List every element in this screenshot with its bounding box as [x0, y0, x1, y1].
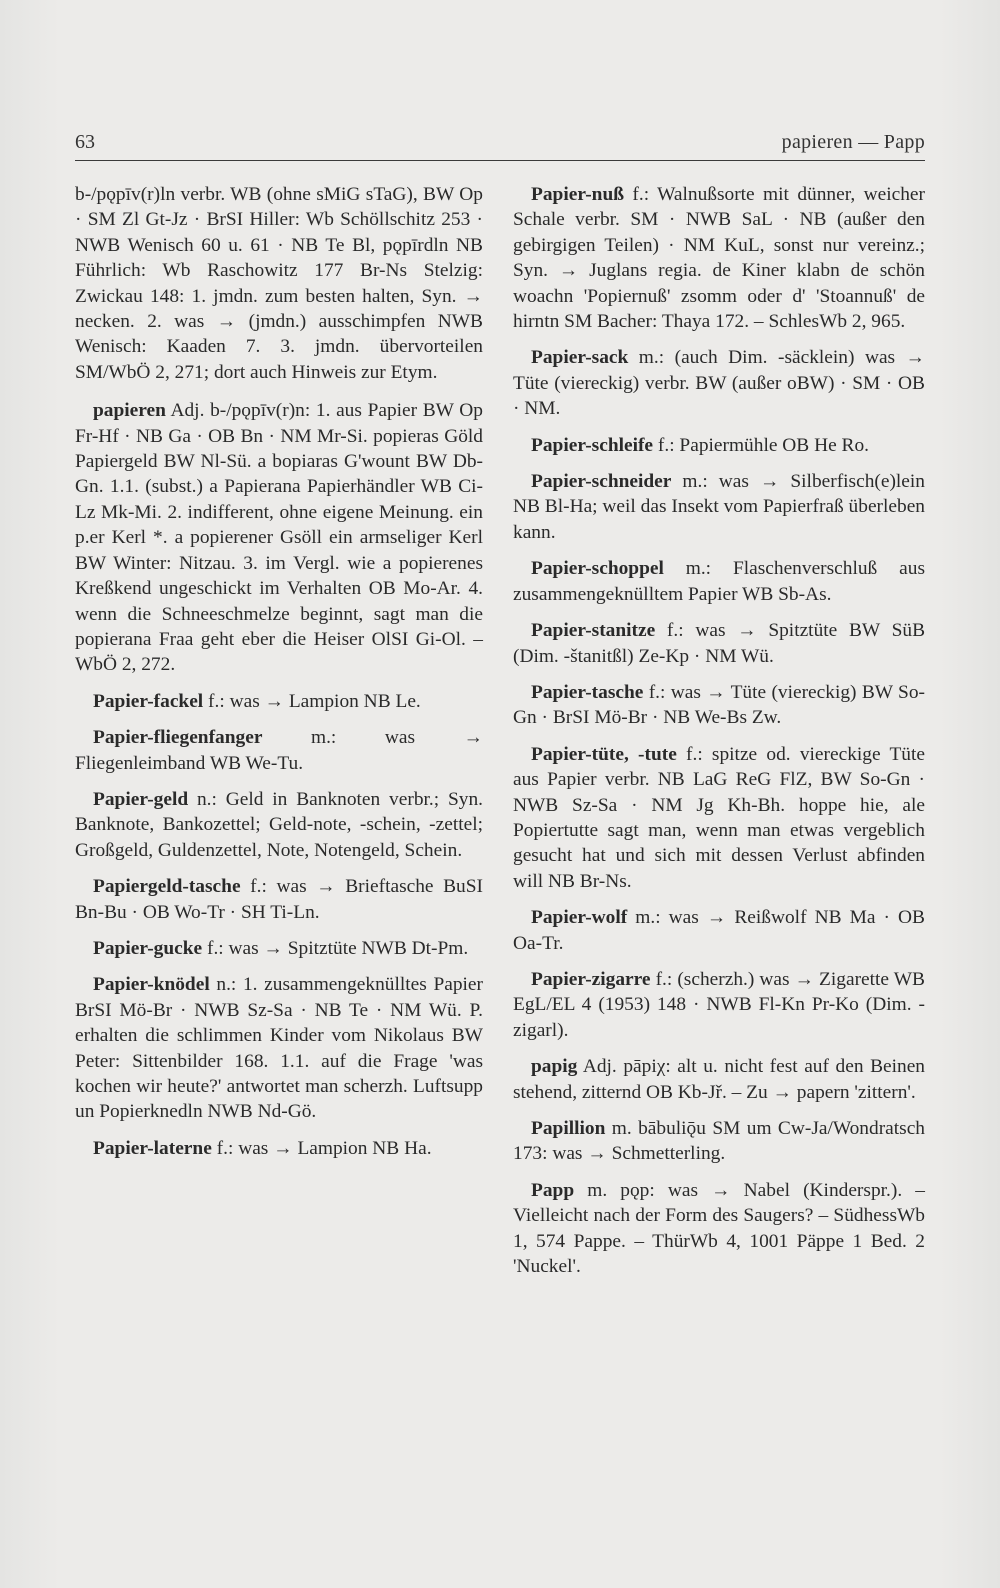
entry-headword: Papier-fliegenfanger — [93, 727, 263, 749]
entry-headword: Papier-schleife — [531, 434, 654, 456]
entry-text: Adj. b-/pǫpīv(r)n: 1. aus Papier BW Op Fr-Hf · NB Ga · OB Bn · NM Mr-Si. popieras Göld Papiergeld BW Nl-Sü. a bopiaras G'wount BW Db-Gn. 1.1. (subst.) a Papierana Papierhändler WB Ci-Lz Mk-Mi. 2. indifferent, ohne eigene Meinung. ein p.er Kerl *. a popierener Gsöll ein armseliger Kerl BW Winter: Nitzau. 3. im Vergl. wie a popierenes Kreßkend ungeschickt im Verhalten OB Mo-Ar. 4. wenn die Schneeschmelze beginnt, sagt man die popierana Fraa geht eber die Heiser OlSI Gi-Ol. – WbÖ 2, 272. — [75, 400, 483, 676]
dictionary-entry — [513, 433, 925, 458]
entry-text: f.: was → Lampion NB Le. — [203, 690, 421, 712]
entry-text: m. pǫp: was → Nabel (Kinderspr.). – Vielleicht nach der Form des Saugers? – SüdhessWb 1, 574 Pappe. – ThürWb 4, 1001 Päppe 1 Bed. 2 'Nuckel'. — [513, 1179, 925, 1278]
dictionary-entry — [513, 345, 925, 421]
entry-text: Adj. pāpiχ: alt u. nicht fest auf den Beinen stehend, zitternd OB Kb-Jř. – Zu → papern 'zittern'. — [513, 1056, 925, 1103]
entry-headword: Papier-wolf — [531, 907, 628, 929]
entry-text: b-/pǫpīv(r)ln verbr. WB (ohne sMiG sTaG), BW Op · SM Zl Gt-Jz · BrSI Hiller: Wb Schöllschitz 253 · NWB Wenisch 60 u. 61 · NB Te Bl, pǫpīrdln NB Führlich: Wb Raschowitz 177 Br-Ns Stelzig: Zwickau 148: 1. jmdn. zum besten halten, Syn. → necken. 2. was → (jmdn.) ausschimpfen NWB Wenisch: Kaaden 7. 3. jmdn. übervorteilen SM/WbÖ 2, 271; dort auch Hinweis zur Etym. — [75, 184, 483, 383]
dictionary-entry — [75, 787, 483, 863]
entry-headword: Papier-schneider — [531, 471, 672, 493]
entry-headword: Papier-tüte, -tute — [531, 743, 677, 765]
page-header — [75, 128, 925, 161]
running-head: papieren — Papp — [781, 131, 925, 153]
entry-text: f.: Walnußsorte mit dünner, weicher Schale verbr. SM · NWB SaL · NB (außer den gebirgigen Teilen) · NM KuL, sonst nur vereinz.; Syn. → Juglans regia. de Kiner klabn de schön woachn 'Popiernuß' zsomm oder d' 'Stoannuß' de hirntn SM Bacher: Thaya 172. – SchlesWb 2, 965. — [513, 184, 925, 333]
entry-text: m.: Flaschenverschluß aus zusammengeknülltem Papier WB Sb-As. — [513, 558, 925, 605]
entry-headword: Papier-stanitze — [531, 620, 656, 642]
entry-headword: papieren — [93, 400, 166, 422]
entry-text: f.: was → Spitztüte NWB Dt-Pm. — [202, 937, 469, 959]
entry-headword: Papier-gucke — [93, 937, 203, 959]
entry-headword: Papier-schoppel — [531, 558, 664, 580]
entry-headword: Papier-knödel — [93, 974, 210, 996]
dictionary-entry — [75, 1136, 483, 1161]
entry-headword: Papier-tasche — [531, 681, 644, 703]
entry-text: m. bābuliǭu SM um Cw-Ja/Wondratsch 173: was → Schmetterling. — [513, 1118, 925, 1165]
entry-text: f.: was → Tüte (viereckig) BW So-Gn · BrSI Mö-Br · NB We-Bs Zw. — [513, 681, 925, 729]
dictionary-entry — [513, 742, 925, 894]
entry-text: n.: 1. zusammengeknülltes Papier BrSI Mö-Br · NWB Sz-Sa · NB Te · NM Wü. P. erhalten die schlimmen Kinder vom Nikolaus BW Peter: Sittenbilder 168. 1.1. auf die Frage 'was kochen wir heute?' antwortet man scherzh. Luftsupp un Popierknedln NWB Nd-Gö. — [75, 974, 483, 1123]
entry-headword: Papier-nuß — [531, 184, 625, 205]
dictionary-entry — [75, 874, 483, 925]
left-column — [75, 182, 483, 1172]
entry-text: n.: Geld in Banknoten verbr.; Syn. Banknote, Bankozettel; Geld-note, -schein, -zettel; Großgeld, Guldenzettel, Note, Notengeld, Schein. — [75, 788, 483, 861]
entry-headword: Papp — [531, 1179, 575, 1201]
entry-headword: Papiergeld-tasche — [93, 876, 241, 898]
dictionary-entry — [75, 689, 483, 714]
entry-text: f.: was → Brieftasche BuSI Bn-Bu · OB Wo-Tr · SH Ti-Ln. — [75, 876, 483, 923]
dictionary-entry — [75, 936, 483, 961]
entry-headword: Papier-zigarre — [531, 968, 651, 990]
dictionary-entry — [513, 1116, 925, 1167]
dictionary-entry — [513, 618, 925, 669]
dictionary-entry — [513, 1178, 925, 1280]
entry-text: f.: Papiermühle OB He Ro. — [653, 434, 870, 456]
entry-headword: papig — [531, 1056, 578, 1078]
entry-text: f.: spitze od. viereckige Tüte aus Papier verbr. NB LaG ReG FlZ, BW So-Gn · NWB Sz-Sa · NM Jg Kh-Bh. hoppe hie, ale Popiertutte sagt man, wenn man etwas vergeblich gesucht hat und sich mit dessen Verlust abfinden will NB Br-Ns. — [513, 743, 925, 892]
entry-text: m.: (auch Dim. -säcklein) was → Tüte (viereckig) verbr. BW (außer oBW) · SM · OB · NM. — [513, 347, 925, 420]
entry-text: f.: (scherzh.) was → Zigarette WB EgL/EL 4 (1953) 148 · NWB Fl-Kn Pr-Ko (Dim. -zigarl). — [513, 968, 925, 1041]
entry-headword: Papier-laterne — [93, 1137, 212, 1159]
entry-text: m.: was → Fliegenleimband WB We-Tu. — [75, 727, 483, 774]
right-column — [513, 182, 925, 1290]
dictionary-entry — [513, 905, 925, 956]
entry-text: f.: was → Spitztüte BW SüB (Dim. -štanitßl) Ze-Kp · NM Wü. — [513, 620, 925, 667]
entry-headword: Papier-fackel — [93, 690, 204, 712]
dictionary-entry — [513, 967, 925, 1043]
dictionary-entry — [513, 182, 925, 334]
dictionary-entry — [75, 398, 483, 677]
dictionary-entry — [513, 556, 925, 607]
dictionary-entry — [513, 469, 925, 545]
page-number: 63 — [75, 131, 95, 153]
dictionary-entry — [75, 972, 483, 1124]
dictionary-entry — [513, 1054, 925, 1105]
entry-headword: Papier-geld — [93, 788, 189, 810]
dictionary-entry-continuation — [75, 182, 483, 385]
entry-text: f.: was → Lampion NB Ha. — [211, 1137, 432, 1159]
entry-headword: Papier-sack — [531, 347, 629, 369]
entry-text: m.: was → Silberfisch(e)lein NB Bl-Ha; weil das Insekt vom Papierfraß überleben kann. — [513, 471, 925, 543]
entry-text: m.: was → Reißwolf NB Ma · OB Oa-Tr. — [513, 907, 925, 954]
dictionary-entry — [513, 680, 925, 731]
entry-headword: Papillion — [531, 1118, 606, 1139]
dictionary-entry — [75, 725, 483, 776]
